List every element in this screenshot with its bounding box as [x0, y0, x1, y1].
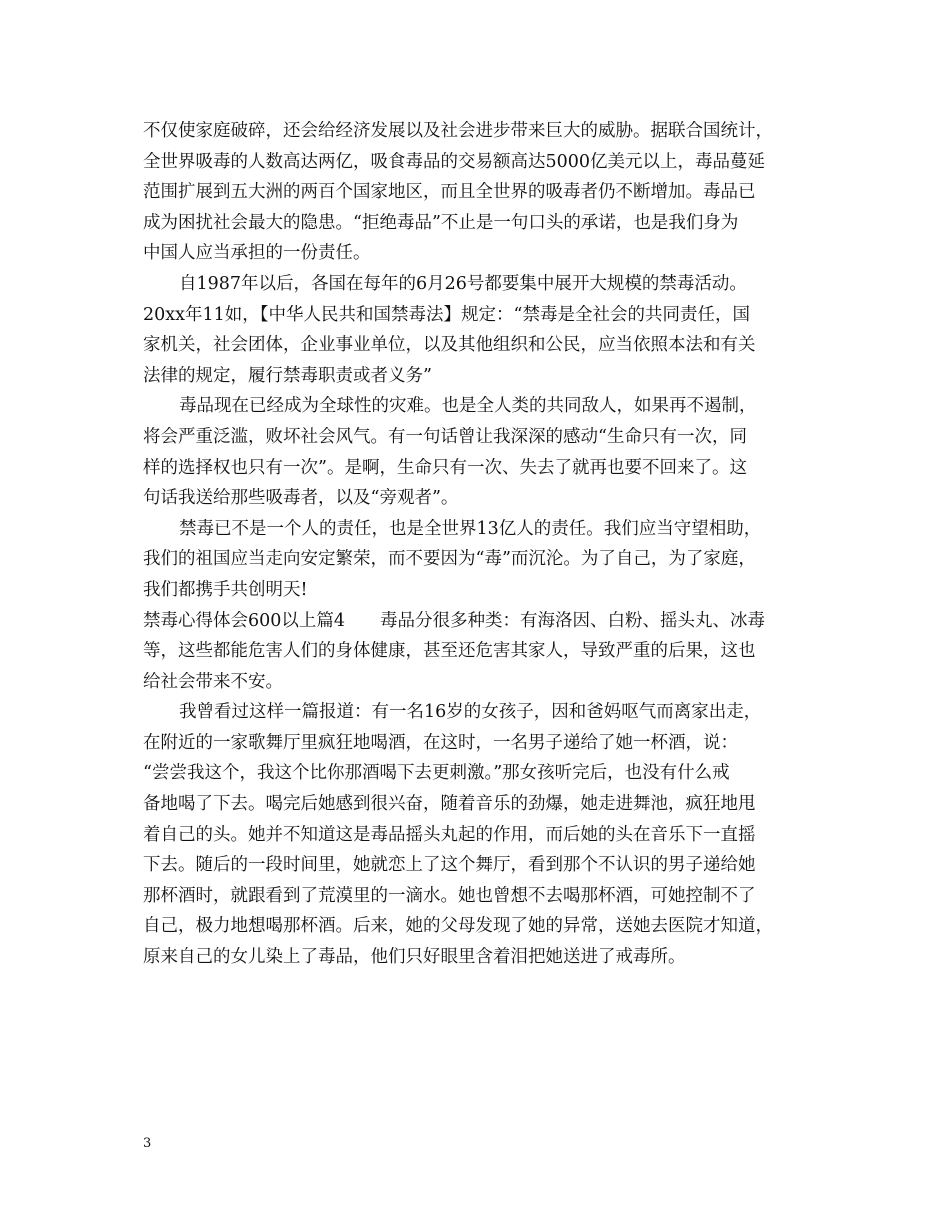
- text-line: 法律的规定，履行禁毒职责或者义务”: [143, 365, 432, 386]
- text-line: 句话我送给那些吸毒者，以及“旁观者”。: [143, 488, 459, 509]
- text-line: 20xx年11如，【中华人民共和国禁毒法】规定：“禁毒是全社会的共同责任，国: [143, 304, 750, 325]
- text-line: 备地喝了下去。喝完后她感到很兴奋，随着音乐的劲爆，她走进舞池，疯狂地甩: [143, 794, 756, 815]
- text-line: 在附近的一家歌舞厅里疯狂地喝酒，在这时，一名男子递给了她一杯酒，说：: [143, 732, 738, 753]
- paragraph-start-line: 禁毒已不是一个人的责任，也是全世界13亿人的责任。我们应当守望相助，: [179, 518, 762, 539]
- text-line: 原来自己的女儿染上了毒品，他们只好眼里含着泪把她送进了戒毒所。: [143, 947, 686, 968]
- text-line: 给社会带来不安。: [143, 671, 283, 692]
- text-line: 我们的祖国应当走向安定繁荣，而不要因为“毒”而沉沦。为了自己，为了家庭，: [143, 549, 756, 570]
- text-line: 我们都携手共创明天!: [143, 579, 308, 600]
- text-line: 家机关，社会团体，企业事业单位，以及其他组织和公民，应当依照本法和有关: [143, 335, 756, 356]
- text-line: 不仅使家庭破碎，还会给经济发展以及社会进步带来巨大的威胁。据联合国统计，: [143, 121, 773, 141]
- text-line: 着自己的头。她并不知道这是毒品摇头丸起的作用，而后她的头在音乐下一直摇: [143, 824, 756, 845]
- text-line: “尝尝我这个，我这个比你那酒喝下去更刺激。”那女孩听完后，也没有什么戒: [143, 763, 730, 784]
- section-heading-line: 禁毒心得体会600以上篇4 毒品分很多种类：有海洛因、白粉、摇头丸、冰毒: [143, 610, 766, 631]
- paragraph-start-line: 毒品现在已经成为全球性的灾难。也是全人类的共同敌人，如果再不遏制，: [179, 396, 757, 417]
- paragraph-start-line: 自1987年以后，各国在每年的6月26号都要集中展开大规模的禁毒活动。: [179, 273, 747, 294]
- text-line: 样的选择权也只有一次”。是啊，生命只有一次、失去了就再也要不回来了。这: [143, 457, 747, 478]
- paragraph-start-line: 我曾看过这样一篇报道：有一名16岁的女孩子，因和爸妈呕气而离家出走，: [179, 702, 762, 723]
- text-line: 那杯酒时，就跟看到了荒漠里的一滴水。她也曾想不去喝那杯酒，可她控制不了: [143, 885, 756, 906]
- text-line: 等，这些都能危害人们的身体健康，甚至还危害其家人，导致严重的后果，这也: [143, 641, 756, 662]
- text-line: 将会严重泛滥，败坏社会风气。有一句话曾让我深深的感动“生命只有一次，同: [143, 426, 747, 447]
- text-line: 自己，极力地想喝那杯酒。后来，她的父母发现了她的异常，送她去医院才知道，: [143, 916, 773, 937]
- text-line: 范围扩展到五大洲的两百个国家地区，而且全世界的吸毒者仍不断增加。毒品已: [143, 182, 756, 203]
- document-body: [143, 116, 823, 973]
- text-line: 中国人应当承担的一份责任。: [143, 243, 371, 264]
- text-line: 成为困扰社会最大的隐患。“拒绝毒品”不止是一句口头的承诺，也是我们身为: [143, 212, 739, 233]
- text-line: 全世界吸毒的人数高达两亿，吸食毒品的交易额高达5000亿美元以上，毒品蔓延: [143, 151, 766, 172]
- text-line: 下去。随后的一段时间里，她就恋上了这个舞厅，看到那个不认识的男子递给她: [143, 855, 756, 876]
- page-number: 3: [143, 1136, 152, 1151]
